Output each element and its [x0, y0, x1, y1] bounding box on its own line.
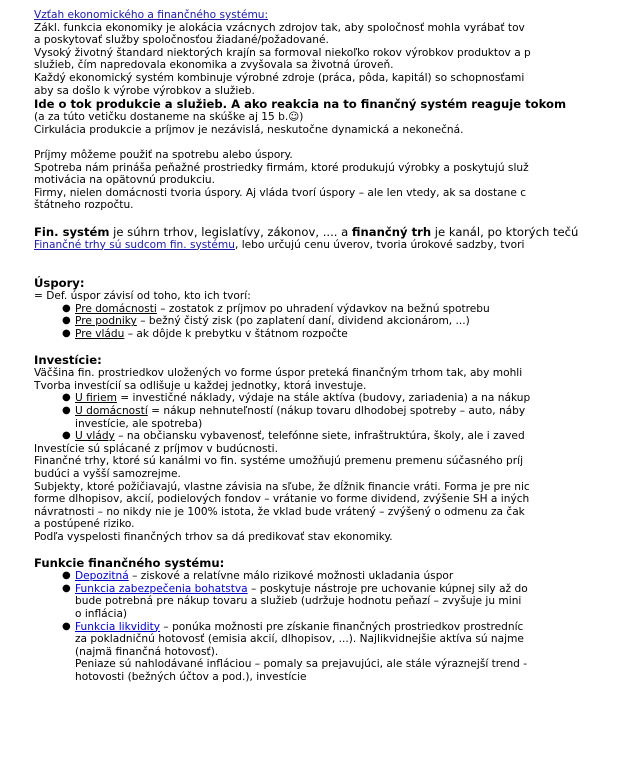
bullet-icon: ●: [62, 582, 71, 594]
savings-item-label: Pre podniky: [75, 315, 137, 328]
fin-markets-judge: Finančné trhy sú sudcom fin. systému: [34, 238, 235, 251]
key-statement: Ide o tok produkcie a služieb. A ako reakcia na to finančný systém reaguje tokom: [34, 97, 567, 112]
function-item: [34, 621, 634, 634]
intro-line: Zákl. funkcia ekonomiky je alokácia vzácnych zdrojov tak, aby spoločnosť mohla vyrábať tov: [34, 21, 525, 34]
function-item: [34, 570, 634, 583]
document-content: [34, 9, 634, 684]
function-link-wealth[interactable]: Funkcia zabezpečenia bohatstva: [75, 582, 248, 595]
fin-system-definition: [34, 225, 634, 239]
function-item: [34, 583, 634, 596]
investment-after-line: budúci a vyšší samozrejme.: [34, 468, 181, 480]
bullet-icon: ●: [62, 570, 71, 582]
income-line: Firmy, nielen domácnosti tvoria úspory. Aj vláda tvorí úspory – ale len vtedy, ak sa dostane c: [34, 186, 527, 199]
function-item-continuation: bude potrebná pre nákup tovaru a služieb (udržuje hodnotu peňazí – zvyšuje ju mini: [75, 595, 522, 608]
savings-definition: = Def. úspor závisí od toho, kto ich tvorí:: [34, 290, 251, 303]
function-item-continuation: o inflácia): [75, 607, 128, 620]
bullet-icon: ●: [62, 328, 71, 340]
intro-line: služieb, čím napredovala ekonomika a zvyšovala sa životná úroveň.: [34, 59, 394, 72]
function-item-text: – ponúka možnosti pre získanie finančných prostriedkov prostredníc: [160, 620, 524, 633]
investment-after-line: Finančné trhy, ktoré sú kanálmi vo fin. systéme umožňujú premenu premenu súčasného príj: [34, 455, 524, 468]
function-item-continuation: za pokladničnú hotovosť (emisia akcií, dlhopisov, ...). Najlikvidnejšie aktíva sú najme: [75, 633, 524, 646]
savings-item-text: – ak dôjde k prebytku v štátnom rozpočte: [124, 328, 348, 341]
savings-item-text: – bežný čistý zisk (po zaplatení daní, dividend akcionárom, ...): [136, 315, 470, 328]
fin-markets-rest: , lebo určujú cenu úverov, tvoria úrokové sadzby, tvori: [234, 238, 525, 251]
income-line: štátneho rozpočtu.: [34, 199, 134, 212]
investment-item: [34, 430, 634, 443]
savings-item: [34, 315, 634, 328]
bullet-icon: ●: [62, 302, 71, 314]
savings-heading: Úspory:: [34, 276, 85, 291]
intro-line: aby sa došlo k výrobe výrobkov a služieb.: [34, 84, 255, 97]
investment-item: [34, 405, 634, 418]
function-link-deposit[interactable]: Depozitná: [75, 570, 129, 583]
investment-after-line: forme dlhopisov, akcií, podielových fondov – vrátanie vo forme dividend, zvýšenie SH a iných: [34, 493, 530, 506]
bullet-icon: ●: [62, 405, 71, 417]
savings-item-text: – zostatok z príjmov po uhradení výdavkov na bežnú spotrebu: [156, 302, 490, 315]
investment-heading: Investície:: [34, 353, 102, 368]
bullet-icon: ●: [62, 430, 71, 442]
function-item-continuation: hotovosti (bežných účtov a pod.), investície: [75, 670, 307, 683]
fin-system-text: je súhrn trhov, legislatívy, zákonov, .... a: [109, 224, 352, 239]
intro-line: a poskytovať služby spoločnosťou žiadané/požadované.: [34, 34, 329, 47]
investment-after-line: Podľa vyspelosti finančných trhov sa dá predikovať stav ekonomiky.: [34, 530, 393, 543]
intro-line: Každý ekonomický systém kombinuje výrobné zdroje (práca, pôda, kapitál) so schopnosťami: [34, 71, 525, 84]
bullet-icon: ●: [62, 620, 71, 632]
investment-item: [34, 392, 634, 405]
investment-item-label: U vlády: [75, 430, 115, 443]
investment-after-line: návratnosti – no nikdy nie je 100% istota, že vklad bude vrátený – zvýšený o odmenu za čak: [34, 505, 525, 518]
savings-item: [34, 303, 634, 316]
bullet-icon: ●: [62, 392, 71, 404]
investment-item-text: – na občiansku vybavenosť, telefónne siete, infraštruktúra, školy, ale i zaved: [114, 430, 525, 443]
functions-heading: Funkcie finančného systému:: [34, 556, 225, 571]
savings-item: [34, 328, 634, 341]
investment-after-line: Investície sú splácané z príjmov v budúcnosti.: [34, 442, 278, 455]
term-fin-system: Fin. systém: [34, 224, 110, 239]
investment-item-text: = investičné náklady, výdaje na stále aktíva (budovy, zariadenia) a na nákup: [116, 392, 531, 405]
function-item-text: – poskytuje nástroje pre uchovanie kúpnej sily až do: [247, 582, 528, 595]
income-line: motivácia na opätovnú produkciu.: [34, 174, 216, 187]
function-item-continuation: (najmä finančná hotovosť).: [75, 645, 219, 658]
function-item-continuation: Peniaze sú nahlodávané infláciou – pomaly sa prejavujúci, ale stále výraznejší trend -: [75, 658, 528, 671]
bullet-icon: ●: [62, 315, 71, 327]
fin-market-text: je kanál, po ktorých tečú: [431, 224, 579, 239]
investment-item-label: U firiem: [75, 392, 117, 405]
investment-line: Väčšina fin. prostriedkov uložených vo forme úspor preteká finančným trhom tak, aby mohli: [34, 367, 523, 380]
investment-after-line: a postúpené riziko.: [34, 518, 135, 531]
investment-line: Tvorba investícií sa odlišuje u každej jednotky, ktorá investuje.: [34, 379, 367, 392]
fin-markets-line: [34, 239, 634, 252]
savings-item-label: Pre domácnosti: [75, 302, 157, 315]
function-item-text: – ziskové a relatívne málo rizikové možnosti ukladania úspor: [128, 570, 454, 583]
term-fin-market: finančný trh: [351, 224, 432, 239]
exam-note: (a za túto vetičku dostaneme na skúške aj 15 b.☺): [34, 111, 304, 124]
income-line: Spotreba nám prináša peňažné prostriedky firmám, ktoré produkujú výrobky a poskytujú služ: [34, 161, 529, 174]
function-link-liquidity[interactable]: Funkcia likvidity: [75, 620, 161, 633]
investment-item-continuation: investície, ale spotreba): [75, 417, 203, 430]
investment-after-line: Subjekty, ktoré požičiavajú, vlastne závisia na sľube, že dĺžnik financie vráti. Forma je pre nic: [34, 480, 530, 493]
investment-item-text: = nákup nehnuteľností (nákup tovaru dlhodobej spotreby – auto, náby: [147, 405, 526, 418]
section-title-relationship: Vzťah ekonomického a finančného systému:: [34, 9, 269, 21]
savings-item-label: Pre vládu: [75, 328, 125, 341]
income-line: Príjmy môžeme použiť na spotrebu alebo úspory.: [34, 148, 293, 161]
circulation-line: Cirkulácia produkcie a príjmov je nezávislá, neskutočne dynamická a nekonečná.: [34, 123, 464, 136]
investment-item-label: U domácností: [75, 405, 148, 418]
intro-line: Vysoký životný štandard niektorých krajín sa formoval niekoľko rokov výrobkov produktov a p: [34, 46, 531, 59]
